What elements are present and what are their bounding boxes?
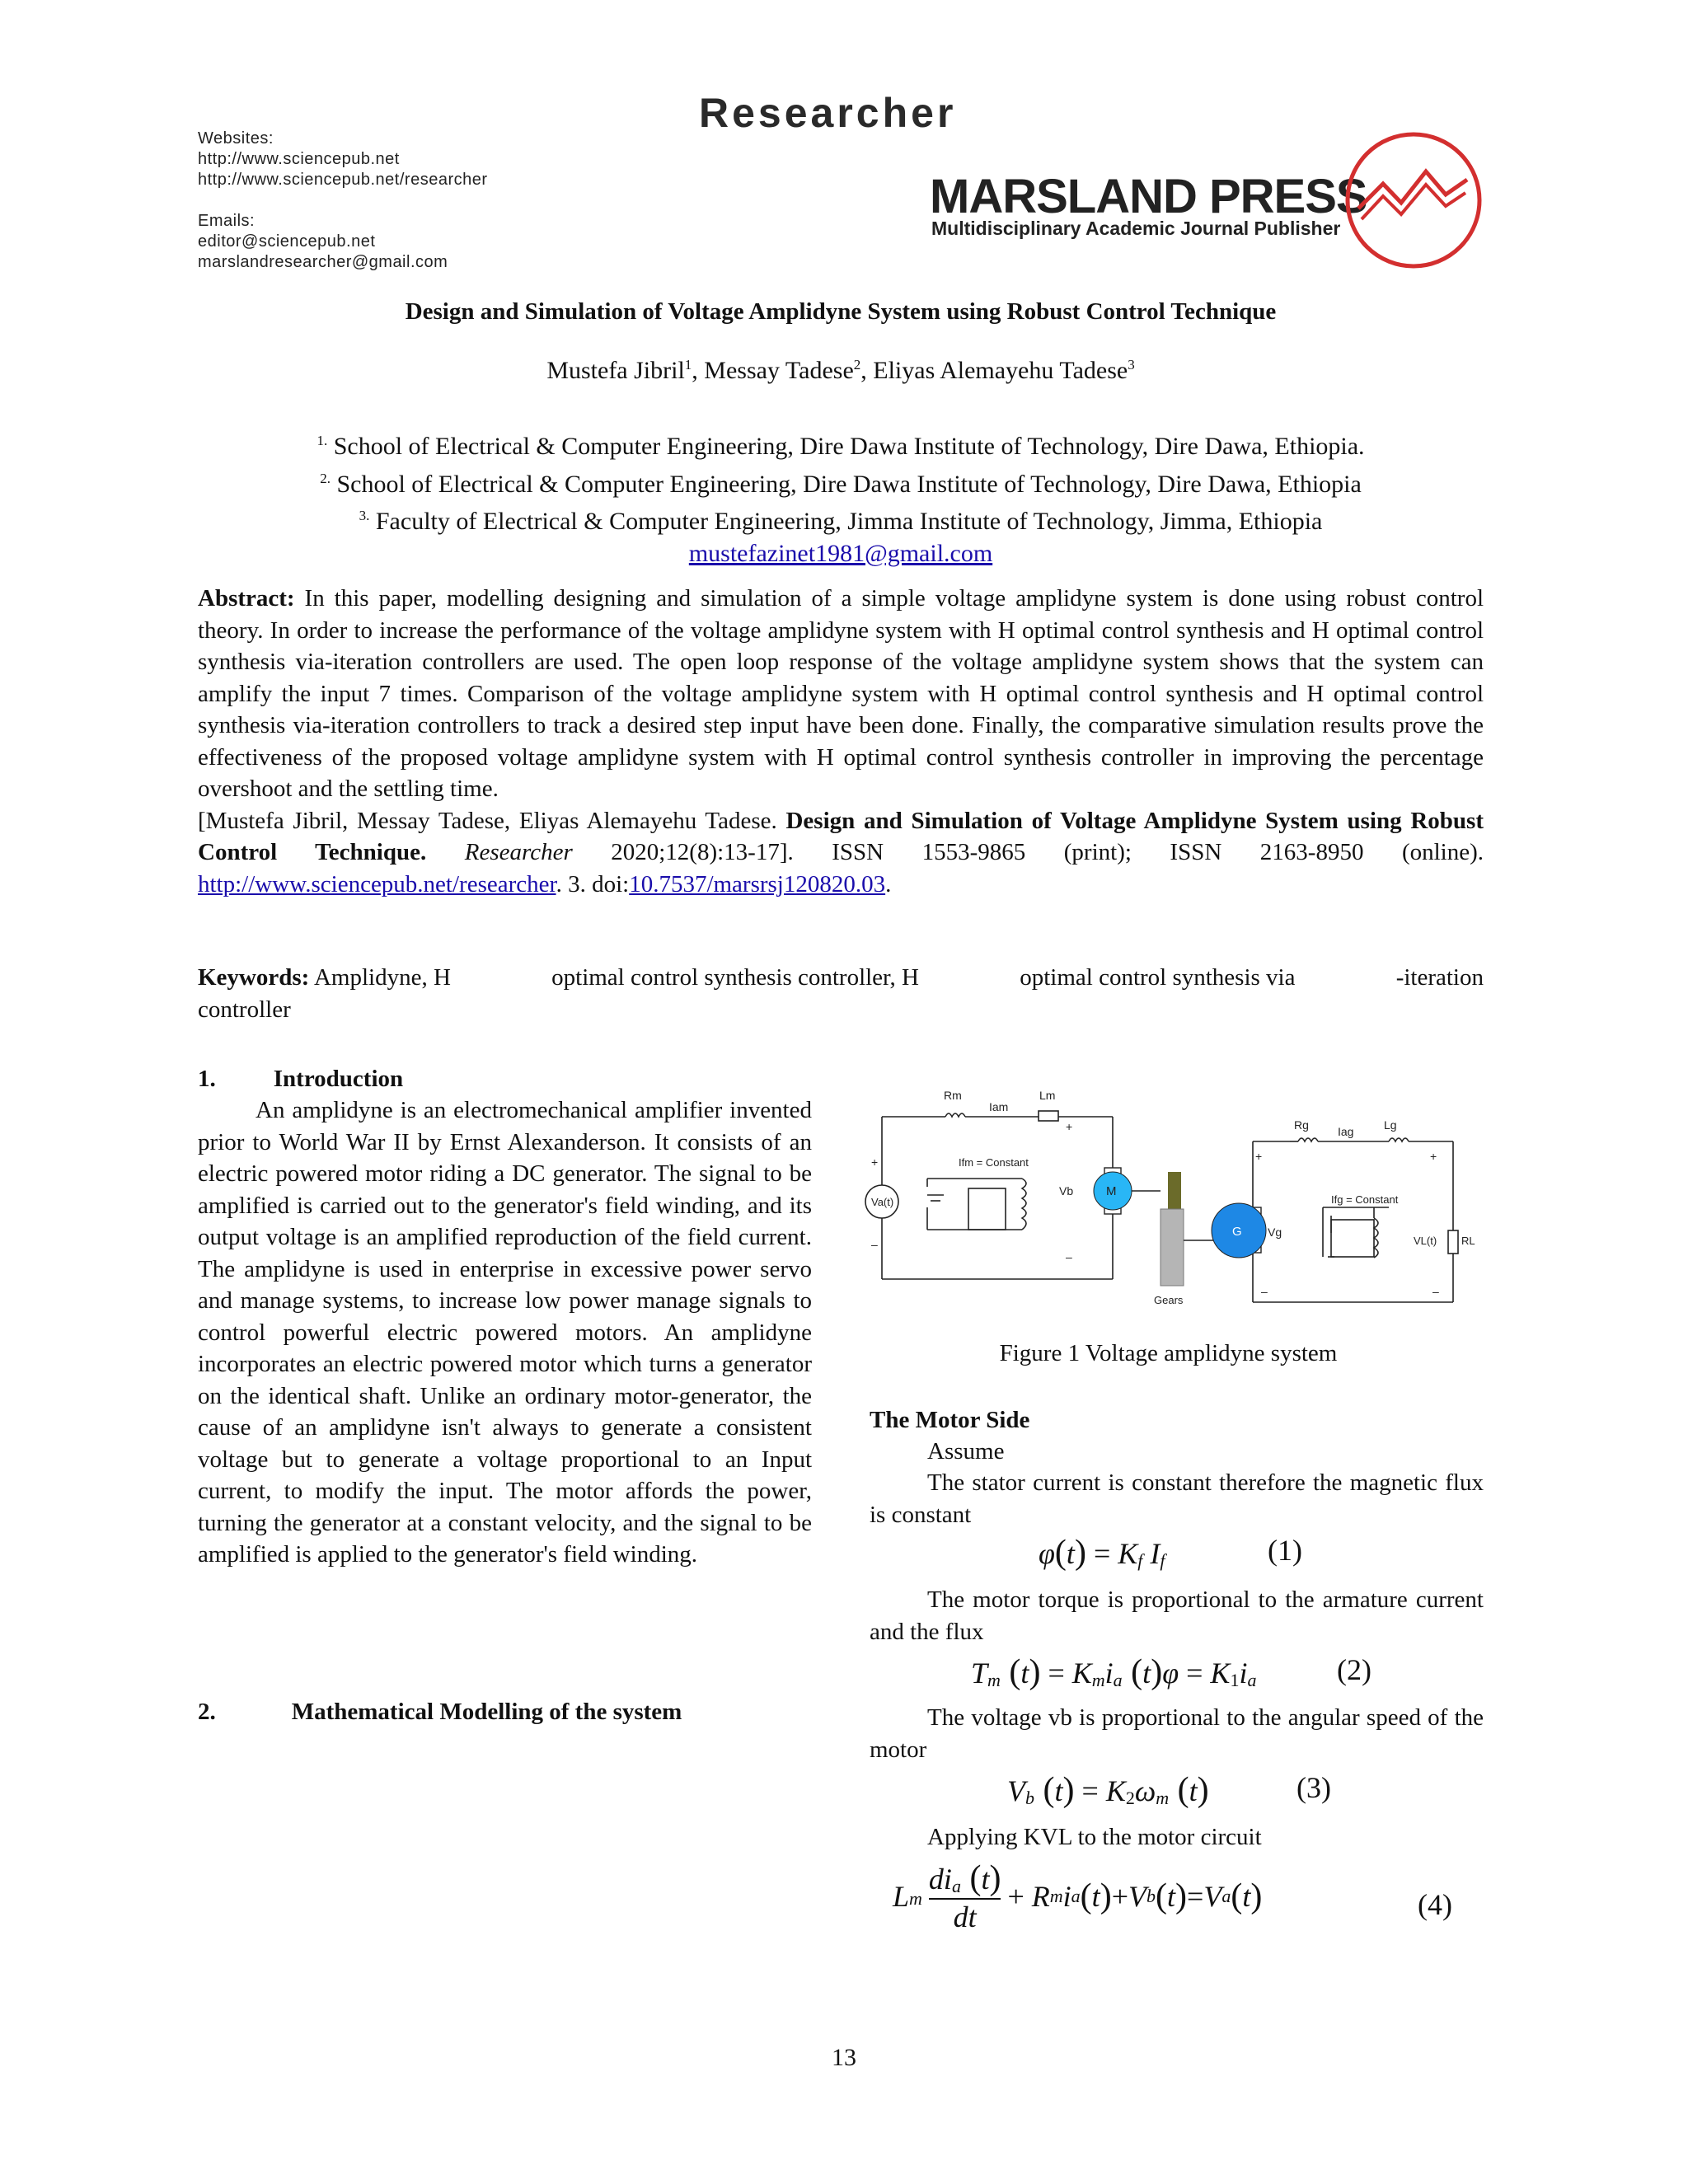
author-name: Eliyas Alemayehu Tadese xyxy=(873,357,1128,384)
affiliation-3: $^{3.}$ Faculty of Electrical & Computer Engineering, Jimma Institute of Technology, Jimma, Ethiopia xyxy=(359,508,1323,535)
publisher-tagline: Multidisciplinary Academic Journal Publisher xyxy=(931,218,1341,239)
email-link-1[interactable]: editor@sciencepub.net xyxy=(198,232,376,251)
equation-1: $\varphi(t) = K_f$ $I_f$ xyxy=(1039,1534,1165,1572)
svg-text:+: + xyxy=(1255,1150,1263,1163)
svg-text:+: + xyxy=(871,1155,879,1169)
svg-text:–: – xyxy=(871,1238,878,1251)
svg-text:–: – xyxy=(1261,1285,1268,1298)
svg-text:+: + xyxy=(1066,1120,1073,1133)
svg-text:Vb: Vb xyxy=(1059,1184,1074,1197)
motor-side-paragraph-2: The motor torque is proportional to the armature current and the flux xyxy=(870,1586,1484,1645)
author-name: Mustefa Jibril xyxy=(546,357,685,384)
author-list: Mustefa Jibril$^1$, Messay Tadese$^2$, Eliyas Alemayehu Tadese$^3$ xyxy=(546,357,1135,384)
svg-text:Lg: Lg xyxy=(1384,1118,1397,1132)
svg-text:Vg: Vg xyxy=(1268,1226,1282,1239)
equation-number-4: (4) xyxy=(1418,1888,1452,1921)
website-link-2[interactable]: http://www.sciencepub.net/researcher xyxy=(198,171,488,189)
section-introduction-heading: 1. Introduction xyxy=(198,1066,404,1092)
svg-text:RL: RL xyxy=(1461,1235,1475,1247)
svg-text:+: + xyxy=(1430,1150,1437,1163)
motor-side-paragraph-3: The voltage vb is proportional to the angular speed of the motor xyxy=(870,1704,1484,1763)
affiliations xyxy=(198,425,1484,569)
svg-text:Iag: Iag xyxy=(1338,1125,1354,1138)
citation-title: Design and Simulation of Voltage Amplidyne System using Robust Control Technique. xyxy=(198,807,1484,865)
svg-text:Ifg = Constant: Ifg = Constant xyxy=(1331,1193,1399,1206)
keywords-label: Keywords: xyxy=(198,964,310,991)
svg-text:M: M xyxy=(1106,1184,1117,1198)
svg-text:Rg: Rg xyxy=(1294,1118,1309,1132)
abstract-label: Abstract: xyxy=(198,585,295,612)
email-link-2[interactable]: marslandresearcher@gmail.com xyxy=(198,253,448,271)
assume-text: Assume xyxy=(927,1438,1005,1465)
gear-top-icon xyxy=(1168,1172,1181,1209)
affiliation-1: $^{1.}$ School of Electrical & Computer Engineering, Dire Dawa Institute of Technology, Dire Dawa, Ethiopia. xyxy=(316,433,1365,460)
motor-side-paragraph-1: The stator current is constant therefore the magnetic flux is constant xyxy=(870,1469,1484,1528)
equation-2: $T_m$ $(t) = K_mi_a$ $(t)\varphi = K_1i_a$ xyxy=(971,1653,1257,1691)
section-modelling-heading: 2. Mathematical Modelling of the system xyxy=(198,1699,682,1725)
equation-number-1: (1) xyxy=(1268,1534,1302,1567)
svg-text:Lm: Lm xyxy=(1039,1089,1056,1102)
svg-text:Ifm = Constant: Ifm = Constant xyxy=(959,1156,1029,1169)
equation-number-2: (2) xyxy=(1337,1653,1372,1686)
svg-text:Iam: Iam xyxy=(989,1100,1009,1113)
page-number: 13 xyxy=(832,2044,856,2071)
motor-side-paragraph-4: Applying KVL to the motor circuit xyxy=(927,1824,1262,1850)
svg-text:Rm: Rm xyxy=(944,1089,962,1102)
svg-text:VL(t): VL(t) xyxy=(1414,1235,1437,1247)
equation-4: L m $di_a$ (t) dt + R m i a ( t ) + V b ( t ) = V a ( t ) xyxy=(893,1859,1263,1933)
paper-title: Design and Simulation of Voltage Amplidyne System using Robust Control Technique xyxy=(405,298,1277,325)
websites-label: Websites: xyxy=(198,129,274,148)
journal-url-link[interactable]: http://www.sciencepub.net/researcher xyxy=(198,870,556,898)
gear-body-icon xyxy=(1160,1209,1184,1286)
header-contact xyxy=(198,129,488,273)
svg-text:–: – xyxy=(1432,1285,1439,1298)
abstract-text: In this paper, modelling designing and simulation of a simple voltage amplidyne system is done using robust control theory. In order to increase the performance of the voltage amplidyne system with H optimal control synthesis and H optimal control synthesis via-iteration controllers are used. The open loop response of the voltage amplidyne system shows that the system can amplify the input 7 times. Comparison of the voltage amplidyne system with H optimal control synthesis and H optimal control synthesis via-iteration controllers to track a desired step input have been done. Finally, the comparative simulation results prove the effectiveness of the proposed voltage amplidyne system with H optimal control synthesis controller in improving the percentage overshoot and the settling time. xyxy=(198,585,1484,802)
corresponding-email-link[interactable]: mustefazinet1981@gmail.com xyxy=(688,539,993,567)
abstract: Abstract: In this paper, modelling designing and simulation of a simple voltage amplidyne system is done using robust control theory. In order to increase the performance of the voltage amplidyne system with H optimal control synthesis and H optimal control synthesis via-iteration controllers are used. The open loop response of the voltage amplidyne system shows that the system can amplify the input 7 times. Comparison of the voltage amplidyne system with H optimal control synthesis and H optimal control synthesis via-iteration controllers to track a desired step input have been done. Finally, the comparative simulation results prove the effectiveness of the proposed voltage amplidyne system with H optimal control synthesis controller in improving the percentage overshoot and the settling time. [Mustefa Jibril, Messay Tadese, Eliyas Alemayehu Tadese. Design and Simulation of Voltage Amplidyne System using Robust Control Technique. Researcher 2020;12(8):13-17]. ISSN 1553-9865 (print); ISSN 2163-8950 (online). http://www.sciencepub.net/researcher. 3. doi:10.7537/marsrsj120820.03. xyxy=(198,585,1484,898)
emails-label: Emails: xyxy=(198,212,256,230)
affiliation-2: $^{2.}$ School of Electrical & Computer Engineering, Dire Dawa Institute of Technology, Dire Dawa, Ethiopia xyxy=(320,470,1362,498)
equation-3: $V_b$ $(t) = K_2\omega_m$ (t) xyxy=(1007,1771,1209,1809)
motor-side-heading: The Motor Side xyxy=(870,1407,1030,1433)
journal-title: Researcher xyxy=(699,90,957,136)
svg-text:Va(t): Va(t) xyxy=(871,1196,894,1208)
marsland-logo-icon xyxy=(1343,130,1484,270)
keywords: Keywords: Amplidyne, H optimal control synthesis controller, H optimal control synthesis via -iteration controller xyxy=(198,964,1484,1023)
svg-text:Gears: Gears xyxy=(1154,1294,1184,1306)
amplidyne-circuit-diagram xyxy=(861,1080,1475,1310)
svg-text:–: – xyxy=(1066,1250,1072,1263)
introduction-text: An amplidyne is an electromechanical amplifier invented prior to World War II by Ernst Alexanderson. It consists of an electric powered motor riding a DC generator. The signal to be amplified is carried out to the generator's field winding, and its output voltage is an amplified reproduction of the field current. The amplidyne is used in enterprise in excessive power servo and manage systems, to increase low power manage signals to control powerful electric powered motors. An amplidyne incorporates an electric powered motor which turns a generator on the identical shaft. Unlike an ordinary motor-generator, the cause of an amplidyne isn't always to generate a consistent voltage but to generate a voltage proportional to an Input current, to modify the input. The motor affords the power, turning the generator at a constant velocity, and the signal to be amplified is applied to the generator's field winding. xyxy=(198,1097,812,1568)
svg-text:G: G xyxy=(1232,1225,1242,1239)
figure-1-caption: Figure 1 Voltage amplidyne system xyxy=(999,1340,1338,1366)
publisher-name: MARSLAND PRESS xyxy=(930,170,1367,223)
website-link-1[interactable]: http://www.sciencepub.net xyxy=(198,150,400,168)
citation-journal: Researcher xyxy=(464,839,573,865)
author-name: Messay Tadese xyxy=(704,357,854,384)
equation-number-3: (3) xyxy=(1296,1771,1331,1804)
doi-link[interactable]: 10.7537/marsrsj120820.03 xyxy=(629,870,886,898)
